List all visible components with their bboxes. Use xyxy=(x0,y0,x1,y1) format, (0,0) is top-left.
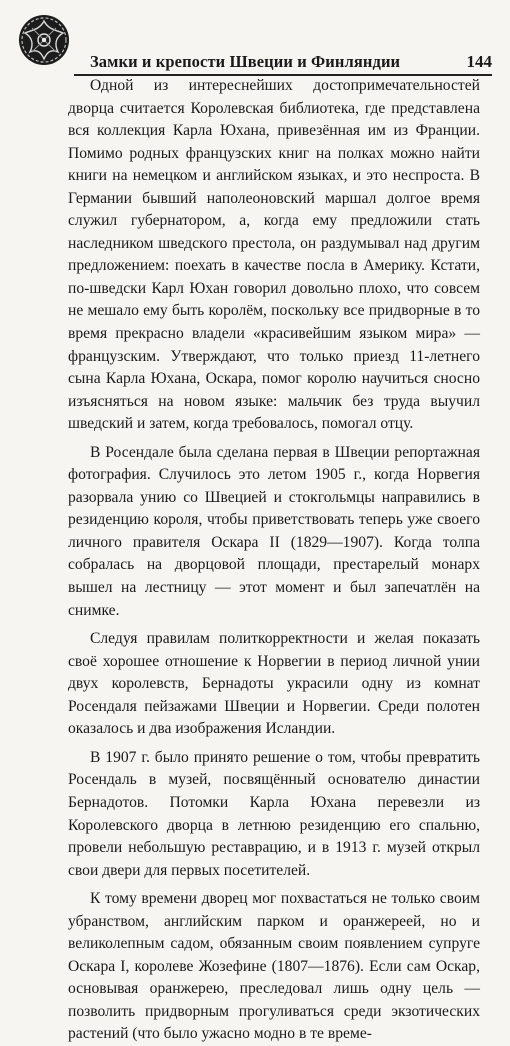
running-title: Замки и крепости Швеции и Финляндии xyxy=(90,52,401,71)
body-text xyxy=(68,75,480,1046)
page-number: 144 xyxy=(466,52,492,71)
paragraph: Одной из интереснейших достопримечательностей дворца считается Королевская библиотека, где представлена вся коллекция Карла Юхана, привезённая им из Франции. Помимо родных французских книг на полках можно найти книги на немецком и английском языках, и это неспроста. В Германии бывший наполеоновский маршал долгое время служил губернатором, а, когда ему предложили стать наследником шведского престола, он раздумывал над другим предложением: поехать в качестве посла в Америку. Кстати, по-шведски Карл Юхан говорил довольно плохо, что совсем не мешало ему быть королём, поскольку все придворные в то время прекрасно владели «красивейшим языком мира» — французским. Утверждают, что только приезд 11-летнего сына Карла Юхана, Оскара, помог королю научиться сносно изъясняться на новом языке: мальчик без труда выучил шведский и затем, когда требовалось, помогал отцу. xyxy=(68,77,480,433)
paragraph: К тому времени дворец мог похвастаться не только своим убранством, английским парком и оранжереей, но и великолепным садом, обязанным своим появлением супруге Оскара I, королеве Жозефине (1807—1876). Если сам Оскар, основывая оранжерею, преследовал лишь одну цель — позволить придворным прогуливаться среди экзотических растений (что было ужасно модно в те време- xyxy=(68,890,480,1043)
page-header xyxy=(18,12,492,71)
paragraph: В Росендале была сделана первая в Швеции репортажная фотография. Случилось это летом 1905 г., когда Норвегия разорвала унию со Швецией и стокгольмцы направились в резиденцию короля, чтобы приветствовать теперь уже своего личного правителя Оскара II (1829—1907). Когда толпа собралась на дворцовой площади, престарелый монарх вышел на лестницу — этот момент и был запечатлён на снимке. xyxy=(68,443,480,619)
ornament-medallion-icon xyxy=(18,14,70,66)
paragraph: В 1907 г. было принято решение о том, чтобы превратить Росендаль в музей, посвящённый основателю династии Бернадотов. Потомки Карла Юхана перевезли из Королевского дворца в летнюю резиденцию его спальню, провели небольшую реставрацию, и в 1913 г. музей открыл свои двери для первых посетителей. xyxy=(68,748,480,879)
paragraph: Следуя правилам политкорректности и желая показать своё хорошее отношение к Норвегии в период личной унии двух королевств, Бернадоты украсили одну из комнат Росендаля пейзажами Швеции и Норвегии. Среди полотен оказалось и два изображения Исландии. xyxy=(68,630,480,738)
